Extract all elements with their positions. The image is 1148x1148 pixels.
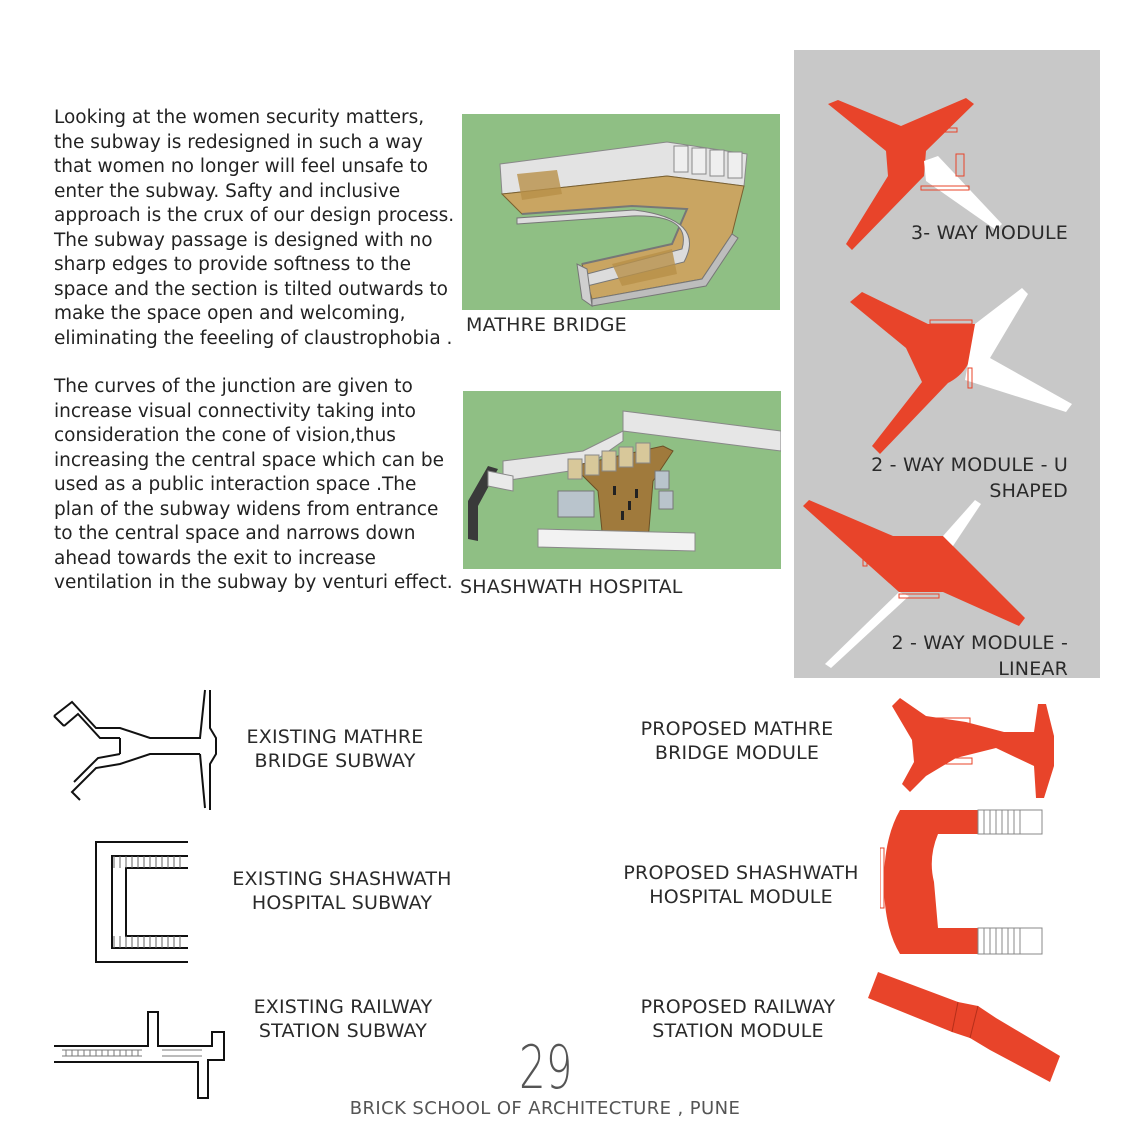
- u-shaped-module-label-line1: 2 - WAY MODULE - U: [871, 454, 1068, 476]
- mathre-bridge-render: [462, 114, 780, 310]
- intro-paragraph-2: The subway passage is designed with no sharp edges to provide softness to the space and the section is tilted outwards to make the space open and welcoming, eliminating the feeeling of claustrophobia .: [54, 229, 453, 349]
- proposed-shashwath-plan: [880, 808, 1044, 956]
- proposed-mathre-label-line2: BRIDGE MODULE: [654, 742, 820, 764]
- intro-text: [54, 106, 456, 596]
- three-way-module-label: 3- WAY MODULE: [911, 222, 1068, 244]
- existing-railway-label-line1: EXISTING RAILWAY: [253, 996, 433, 1018]
- proposed-railway-label-line2: STATION MODULE: [652, 1020, 824, 1042]
- existing-shashwath-plan: [94, 840, 190, 964]
- existing-railway-label-line2: STATION SUBWAY: [258, 1020, 428, 1042]
- shashwath-hospital-caption: SHASHWATH HOSPITAL: [460, 576, 683, 598]
- proposed-mathre-plan: [886, 696, 1056, 806]
- existing-mathre-label-line1: EXISTING MATHRE: [246, 726, 424, 748]
- page-number: 29: [519, 1033, 573, 1103]
- intro-paragraph-3: The curves of the junction are given to increase visual connectivity taking into consideration the cone of vision,thus increasing the central space which can be used as a public interaction space .The plan of the subway widens from entrance to the central space and narrows down ahead towards the exit to increase ventilation in the subway by venturi effect.: [54, 376, 453, 593]
- linear-module-label-line2: LINEAR: [998, 658, 1068, 680]
- proposed-shashwath-label-line2: HOSPITAL MODULE: [649, 886, 833, 908]
- existing-railway-plan: [52, 1010, 240, 1100]
- proposed-mathre-label-line1: PROPOSED MATHRE: [640, 718, 834, 740]
- intro-paragraph-1: Looking at the women security matters, the subway is redesigned in such a way that women no longer will feel unsafe to enter the subway. Safty and inclusive approach is the crux of our design process.: [54, 107, 455, 226]
- school-name: BRICK SCHOOL OF ARCHITECTURE , PUNE: [349, 1098, 741, 1119]
- proposed-shashwath-label-line1: PROPOSED SHASHWATH: [623, 862, 859, 884]
- existing-shashwath-label-line1: EXISTING SHASHWATH: [232, 868, 452, 890]
- linear-module-label-line1: 2 - WAY MODULE -: [891, 632, 1068, 654]
- u-shaped-module-diagram: [850, 288, 1078, 456]
- existing-mathre-label-line2: BRIDGE SUBWAY: [254, 750, 416, 772]
- u-shaped-module-label-line2: SHAPED: [989, 480, 1068, 502]
- proposed-railway-label-line1: PROPOSED RAILWAY: [640, 996, 836, 1018]
- existing-shashwath-label-line2: HOSPITAL SUBWAY: [251, 892, 433, 914]
- shashwath-hospital-render: [463, 391, 781, 569]
- mathre-bridge-caption: MATHRE BRIDGE: [466, 314, 627, 336]
- proposed-railway-plan: [866, 968, 1066, 1092]
- existing-mathre-plan: [50, 688, 220, 810]
